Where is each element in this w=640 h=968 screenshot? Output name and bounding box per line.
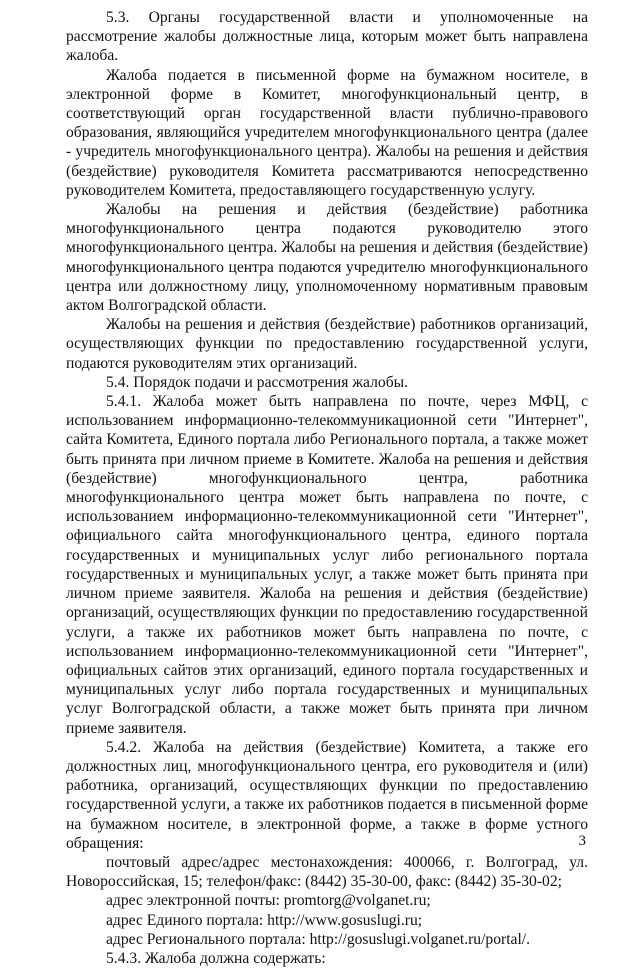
paragraph-5-4-1: 5.4.1. Жалоба может быть направлена по почте, через МФЦ, с использованием информационно-телекоммуникационной сети "Интернет", сайта Комитета, Единого портала либо Регионального портала, а также может быть принята при личном приеме в Комитете. Жалоба на решения и действия (бездействие) многофункционального центра, работника многофункционального центра может быть направлена по почте, с использованием информационно-телекоммуникационной сети "Интернет", официального сайта многофункционального центра, единого портала государственных и муниципальных услуг либо регионального портала государственных и муниципальных услуг, а также может быть принята при личном приеме заявителя. Жалоба на решения и действия (бездействие) организаций, осуществляющих функции по предоставлению государственной услуги, а также их работников может быть направлена по почте, с использованием информационно-телекоммуникационной сети "Интернет", официальных сайтов этих организаций, единого портала государственных и муниципальных услуг либо портала государственных и муниципальных услуг Волгоградской области, а также может быть принята при личном приеме заявителя. <box>66 393 588 737</box>
paragraph-5-4-3: 5.4.3. Жалоба должна содержать: <box>106 949 326 967</box>
paragraph-organizations-complaints: Жалобы на решения и действия (бездействие) работников организаций, осуществляющих функции по предоставлению государственной услуги, подаются руководителям этих организаций. <box>66 316 588 372</box>
paragraph-mfc-complaints: Жалобы на решения и действия (бездействие) работника многофункционального центра подаются руководителю этого многофункционального центра. Жалобы на решения и действия (бездействие) многофункционального центра подаются учредителю многофункционального центра или должностному лицу, уполномоченному нормативным правовым актом Волгоградской области. <box>66 201 588 315</box>
paragraph-postal-address: почтовый адрес/адрес местонахождения: 400066, г. Волгоград, ул. Новороссийская, 15; телефон/факс: (8442) 35-30-00, факс: (8442) 35-30-02; <box>66 853 588 891</box>
document-body <box>66 8 588 968</box>
paragraph-unified-portal: адрес Единого портала: http://www.gosuslugi.ru; <box>106 911 423 929</box>
page-number: 3 <box>578 833 586 849</box>
paragraph-complaint-filing: Жалоба подается в письменной форме на бумажном носителе, в электронной форме в Комитет, многофункциональный центр, в соответствующий орган государственной власти публично-правового образования, являющийся учредителем многофункционального центра (далее - учредитель многофункционального центра). Жалобы на решения и действия (бездействие) руководителя Комитета рассматриваются непосредственно руководителем Комитета, предоставляющего государственную услугу. <box>66 66 588 199</box>
paragraph-5-3-title: 5.3. Органы государственной власти и уполномоченные на рассмотрение жалобы должностные лица, которым может быть направлена жалоба. <box>66 9 588 65</box>
paragraph-5-4-2: 5.4.2. Жалоба на действия (бездействие) Комитета, а также его должностных лиц, многофункционального центра, его руководителя и (или) работника, организаций, осуществляющих функции по предоставлению государственной услуги, а также их работников подается в письменной форме на бумажном носителе, в электронной форме, а также в форме устного обращения: <box>66 738 588 852</box>
paragraph-regional-portal: адрес Регионального портала: http://gosuslugi.volganet.ru/portal/. <box>106 930 531 948</box>
paragraph-5-4-title: 5.4. Порядок подачи и рассмотрения жалобы. <box>106 373 408 391</box>
paragraph-email-address: адрес электронной почты: promtorg@volganet.ru; <box>106 892 431 910</box>
